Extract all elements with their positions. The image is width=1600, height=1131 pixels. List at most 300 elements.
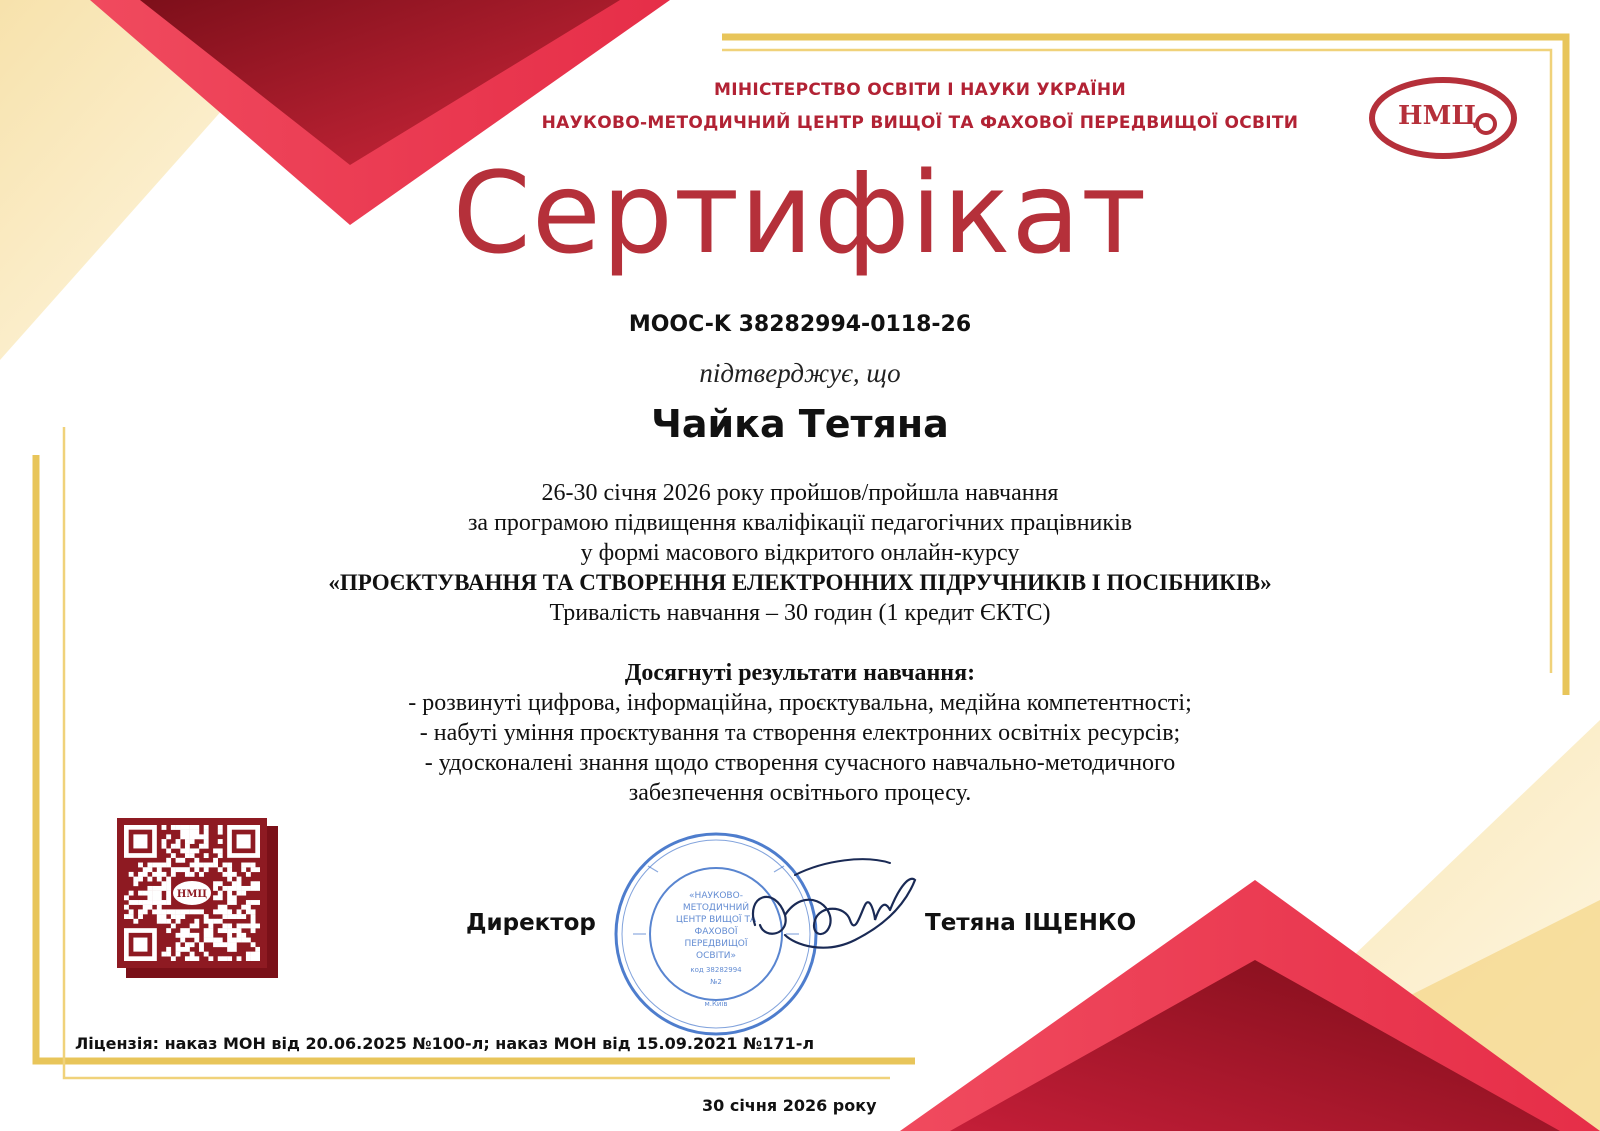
qr-module [204, 914, 209, 919]
qr-module [199, 844, 204, 849]
qr-module [129, 909, 134, 914]
qr-module [143, 891, 148, 896]
recipient-name: Чайка Тетяна [651, 402, 949, 446]
qr-module [185, 844, 190, 849]
qr-module [251, 928, 256, 933]
result-item: - набуті уміння проєктування та створення електронних освітніх ресурсів; [419, 720, 1181, 746]
qr-module [157, 867, 162, 872]
qr-module [152, 891, 157, 896]
qr-module [138, 863, 143, 868]
issue-date: 30 січня 2026 року [702, 1096, 877, 1115]
qr-module [227, 895, 232, 900]
qr-module [199, 947, 204, 952]
qr-module [166, 909, 171, 914]
qr-module [222, 905, 227, 910]
qr-module [255, 947, 260, 952]
qr-module [218, 881, 223, 886]
qr-module [255, 900, 260, 905]
qr-module [147, 886, 152, 891]
qr-module [166, 895, 171, 900]
qr-module [227, 886, 232, 891]
qr-module [124, 914, 129, 919]
qr-module [129, 914, 134, 919]
qr-module [143, 909, 148, 914]
svg-text:код 38282994: код 38282994 [690, 966, 742, 974]
qr-module [218, 928, 223, 933]
qr-module [208, 933, 213, 938]
qr-module [222, 863, 227, 868]
qr-module [190, 853, 195, 858]
qr-module [166, 886, 171, 891]
qr-module [237, 881, 242, 886]
qr-module [251, 886, 256, 891]
qr-module [171, 909, 176, 914]
qr-module [166, 877, 171, 882]
qr-module [143, 867, 148, 872]
qr-module [232, 881, 237, 886]
qr-module [133, 881, 138, 886]
director-label: Директор [466, 910, 596, 936]
qr-module [227, 914, 232, 919]
qr-module [213, 863, 218, 868]
qr-module [162, 900, 167, 905]
qr-module [246, 952, 251, 957]
qr-module [157, 872, 162, 877]
qr-module [190, 956, 195, 961]
qr-module [208, 928, 213, 933]
qr-module [222, 928, 227, 933]
qr-module [194, 938, 199, 943]
course-title: «ПРОЄКТУВАННЯ ТА СТВОРЕННЯ ЕЛЕКТРОННИХ ПІДРУЧНИКІВ І ПОСІБНИКІВ» [328, 570, 1272, 595]
qr-module [147, 867, 152, 872]
qr-module [204, 853, 209, 858]
qr-module [255, 886, 260, 891]
qr-module [251, 942, 256, 947]
qr-module [232, 938, 237, 943]
body-line: 26-30 січня 2026 року пройшов/пройшла навчання [541, 480, 1059, 506]
qr-module [194, 909, 199, 914]
qr-module [162, 886, 167, 891]
qr-module [246, 956, 251, 961]
qr-module [176, 947, 181, 952]
qr-module [185, 942, 190, 947]
qr-module [138, 900, 143, 905]
qr-module [138, 909, 143, 914]
qr-module [180, 938, 185, 943]
svg-text:МЕТОДИЧНИЙ: МЕТОДИЧНИЙ [682, 903, 750, 913]
qr-module [162, 914, 167, 919]
qr-module [218, 956, 223, 961]
qr-module [218, 938, 223, 943]
qr-module [171, 844, 176, 849]
qr-module [246, 900, 251, 905]
qr-module [204, 952, 209, 957]
qr-module [237, 877, 242, 882]
qr-module [199, 863, 204, 868]
qr-module [218, 942, 223, 947]
qr-module [218, 825, 223, 830]
qr-module [232, 947, 237, 952]
qr-module [185, 853, 190, 858]
qr-module [162, 863, 167, 868]
qr-module [162, 881, 167, 886]
qr-module [185, 909, 190, 914]
qr-module [176, 858, 181, 863]
qr-module [241, 938, 246, 943]
qr-module [213, 909, 218, 914]
svg-text:№2: №2 [710, 978, 722, 986]
qr-module [194, 933, 199, 938]
qr-module [237, 956, 242, 961]
qr-module [129, 872, 134, 877]
qr-module [162, 839, 167, 844]
qr-module [190, 825, 195, 830]
qr-module [185, 834, 190, 839]
qr-module [162, 952, 167, 957]
qr-module [255, 867, 260, 872]
qr-module [246, 863, 251, 868]
qr-module [246, 886, 251, 891]
qr-module [218, 830, 223, 835]
result-item: - розвинуті цифрова, інформаційна, проєктувальна, медійна компетентності; [408, 690, 1192, 716]
qr-module [232, 872, 237, 877]
qr-module [222, 914, 227, 919]
qr-module [232, 928, 237, 933]
qr-module [204, 928, 209, 933]
qr-module [180, 858, 185, 863]
svg-text:ЦЕНТР ВИЩОЇ ТА: ЦЕНТР ВИЩОЇ ТА [675, 915, 757, 925]
qr-module [147, 905, 152, 910]
qr-module [237, 928, 242, 933]
qr-module [166, 848, 171, 853]
qr-module [133, 919, 138, 924]
qr-module [147, 877, 152, 882]
qr-module [180, 933, 185, 938]
qr-module [227, 900, 232, 905]
qr-module [185, 956, 190, 961]
license-text: Ліцензія: наказ МОН від 20.06.2025 №100-л; наказ МОН від 15.09.2021 №171-л [75, 1034, 815, 1053]
qr-module [237, 886, 242, 891]
qr-module [162, 844, 167, 849]
qr-module [190, 933, 195, 938]
certificate-title: Сертифікат [452, 149, 1148, 279]
qr-module [180, 914, 185, 919]
qr-module [246, 872, 251, 877]
qr-module [166, 834, 171, 839]
qr-module [241, 867, 246, 872]
qr-module [147, 891, 152, 896]
qr-module [157, 877, 162, 882]
qr-module [157, 914, 162, 919]
qr-module [251, 900, 256, 905]
qr-module [237, 909, 242, 914]
svg-text:«НАУКОВО-: «НАУКОВО- [689, 891, 743, 901]
qr-module [241, 914, 246, 919]
qr-module [180, 909, 185, 914]
qr-module [227, 947, 232, 952]
result-item: забезпечення освітнього процесу. [628, 780, 972, 806]
qr-module [232, 895, 237, 900]
qr-module [143, 905, 148, 910]
course-duration: Тривалість навчання – 30 годин (1 кредит ЄКТС) [549, 600, 1051, 626]
qr-module [162, 872, 167, 877]
qr-module [190, 952, 195, 957]
qr-module [152, 900, 157, 905]
qr-module [185, 825, 190, 830]
qr-module [218, 848, 223, 853]
qr-module [241, 933, 246, 938]
qr-module [213, 895, 218, 900]
qr-module [171, 956, 176, 961]
qr-module [185, 933, 190, 938]
confirms-text: підтверджує, що [699, 358, 901, 388]
qr-module [185, 867, 190, 872]
qr-module [176, 909, 181, 914]
qr-module [204, 839, 209, 844]
qr-module [232, 886, 237, 891]
qr-module [227, 928, 232, 933]
qr-module [218, 895, 223, 900]
qr-module [152, 863, 157, 868]
qr-module [222, 872, 227, 877]
qr-module [194, 834, 199, 839]
qr-module [157, 886, 162, 891]
qr-module [152, 895, 157, 900]
qr-module [218, 867, 223, 872]
qr-module [157, 895, 162, 900]
qr-module [129, 891, 134, 896]
qr-module [237, 938, 242, 943]
qr-module [199, 834, 204, 839]
qr-module [166, 900, 171, 905]
qr-module [147, 900, 152, 905]
qr-module [227, 867, 232, 872]
qr-module [166, 858, 171, 863]
qr-module [222, 923, 227, 928]
qr-module [166, 881, 171, 886]
qr-module [143, 900, 148, 905]
qr-module [208, 863, 213, 868]
qr-module [147, 895, 152, 900]
qr-module [204, 834, 209, 839]
qr-module [237, 891, 242, 896]
qr-module [190, 872, 195, 877]
body-line: у формі масового відкритого онлайн-курсу [580, 540, 1020, 566]
qr-module [147, 863, 152, 868]
qr-module [251, 881, 256, 886]
qr-module [251, 867, 256, 872]
result-item: - удосконалені знання щодо створення сучасного навчально-методичного [424, 750, 1176, 776]
qr-module [162, 919, 167, 924]
qr-module [204, 830, 209, 835]
qr-module [251, 909, 256, 914]
qr-module [227, 923, 232, 928]
qr-module [176, 914, 181, 919]
qr-module [227, 942, 232, 947]
qr-module [246, 909, 251, 914]
qr-module [237, 923, 242, 928]
qr-module [152, 909, 157, 914]
qr-module [227, 909, 232, 914]
qr-module [171, 872, 176, 877]
qr-module [227, 872, 232, 877]
qr-module [180, 825, 185, 830]
qr-module [213, 938, 218, 943]
qr-module [213, 942, 218, 947]
qr-module [246, 923, 251, 928]
qr-module [218, 839, 223, 844]
qr-module [204, 919, 209, 924]
qr-module [218, 919, 223, 924]
director-signature [735, 845, 935, 965]
qr-module [166, 928, 171, 933]
qr-module [218, 891, 223, 896]
qr-module [246, 905, 251, 910]
qr-module [190, 942, 195, 947]
qr-module [138, 872, 143, 877]
qr-module [255, 956, 260, 961]
qr-module [213, 881, 218, 886]
qr-module [222, 909, 227, 914]
center-title: НАУКОВО-МЕТОДИЧНИЙ ЦЕНТР ВИЩОЇ ТА ФАХОВОЇ ПЕРЕДВИЩОЇ ОСВІТИ [541, 113, 1299, 133]
qr-module [157, 891, 162, 896]
qr-module [185, 839, 190, 844]
qr-module [194, 919, 199, 924]
qr-module [190, 834, 195, 839]
qr-module [176, 952, 181, 957]
ministry-title: МІНІСТЕРСТВО ОСВІТИ І НАУКИ УКРАЇНИ [714, 80, 1126, 100]
qr-module [133, 877, 138, 882]
qr-module [237, 914, 242, 919]
qr-module [166, 919, 171, 924]
qr-module [255, 952, 260, 957]
qr-module [171, 853, 176, 858]
qr-module [176, 867, 181, 872]
qr-module [194, 825, 199, 830]
qr-module [180, 928, 185, 933]
qr-module [241, 886, 246, 891]
qr-module [246, 938, 251, 943]
qr-pattern [124, 825, 260, 961]
qr-module [222, 886, 227, 891]
qr-module [255, 881, 260, 886]
qr-module [227, 863, 232, 868]
qr-module [166, 891, 171, 896]
qr-center-logo-text: НМЦ [176, 889, 208, 900]
qr-module [194, 867, 199, 872]
qr-module [208, 938, 213, 943]
qr-module [194, 863, 199, 868]
qr-module [213, 848, 218, 853]
qr-module [251, 956, 256, 961]
qr-module [166, 863, 171, 868]
qr-module [180, 947, 185, 952]
qr-module [227, 956, 232, 961]
qr-module [194, 923, 199, 928]
qr-module [232, 914, 237, 919]
qr-module [143, 872, 148, 877]
qr-module [241, 863, 246, 868]
qr-module [171, 923, 176, 928]
qr-module [213, 919, 218, 924]
qr-module [222, 956, 227, 961]
qr-module [185, 928, 190, 933]
qr-module [190, 848, 195, 853]
qr-module [204, 933, 209, 938]
certificate-code: MOOC-K 38282994-0118-26 [628, 312, 972, 337]
qr-module [157, 909, 162, 914]
qr-module [255, 923, 260, 928]
qr-module [185, 830, 190, 835]
qr-module [218, 909, 223, 914]
qr-module [129, 900, 134, 905]
logo-text: НМЦ [1398, 101, 1477, 131]
qr-module [194, 830, 199, 835]
qr-module [176, 942, 181, 947]
qr-module [180, 830, 185, 835]
qr-module [251, 914, 256, 919]
qr-module [171, 867, 176, 872]
body-line: за програмою підвищення кваліфікації педагогічних працівників [467, 510, 1133, 536]
qr-module [124, 895, 129, 900]
qr-module [133, 900, 138, 905]
qr-module [222, 942, 227, 947]
qr-module [152, 872, 157, 877]
qr-module [251, 923, 256, 928]
qr-module [185, 872, 190, 877]
qr-module [176, 919, 181, 924]
qr-module [171, 914, 176, 919]
qr-module [190, 909, 195, 914]
qr-module [166, 952, 171, 957]
qr-module [204, 844, 209, 849]
qr-module [176, 839, 181, 844]
qr-module [185, 848, 190, 853]
qr-module [152, 886, 157, 891]
qr-module [204, 825, 209, 830]
qr-module [232, 900, 237, 905]
qr-module [241, 923, 246, 928]
qr-module [208, 923, 213, 928]
qr-code[interactable] [117, 818, 267, 968]
qr-module [227, 933, 232, 938]
qr-module [124, 905, 129, 910]
qr-module [251, 919, 256, 924]
qr-module [194, 858, 199, 863]
qr-module [199, 942, 204, 947]
qr-module [237, 933, 242, 938]
qr-module [190, 923, 195, 928]
qr-finder [237, 834, 251, 848]
qr-module [204, 938, 209, 943]
svg-text:м.Київ: м.Київ [704, 1000, 728, 1008]
qr-module [227, 938, 232, 943]
qr-module [199, 872, 204, 877]
qr-module [194, 848, 199, 853]
qr-module [157, 863, 162, 868]
qr-module [176, 825, 181, 830]
svg-text:ОСВІТИ»: ОСВІТИ» [696, 951, 736, 961]
qr-module [180, 848, 185, 853]
svg-text:ФАХОВОЇ: ФАХОВОЇ [694, 927, 738, 937]
qr-module [251, 952, 256, 957]
qr-module [241, 891, 246, 896]
results-heading: Досягнуті результати навчання: [624, 660, 976, 686]
qr-module [251, 863, 256, 868]
qr-module [185, 947, 190, 952]
qr-module [208, 919, 213, 924]
qr-module [176, 933, 181, 938]
